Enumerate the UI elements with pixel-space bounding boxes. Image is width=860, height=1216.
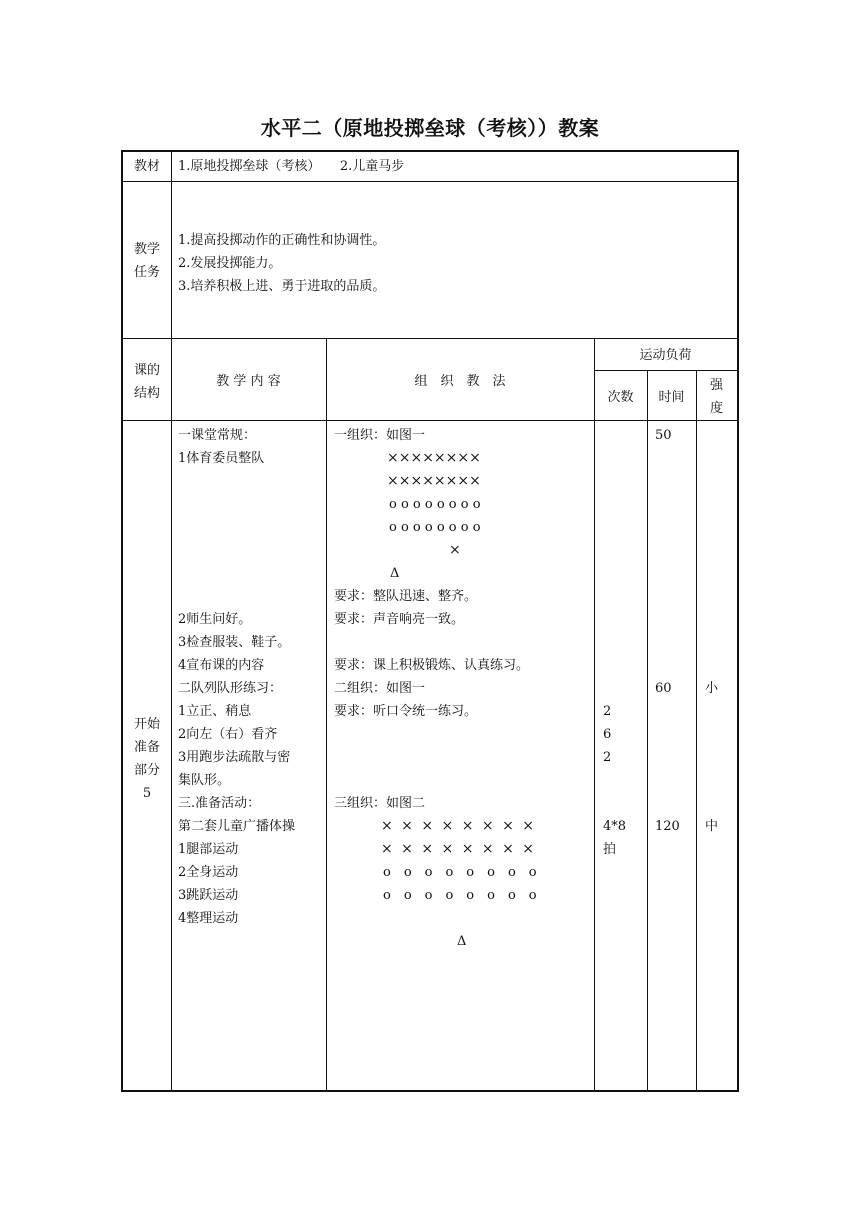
section-name [123,713,171,805]
task-list [178,229,385,298]
method-line [334,539,529,562]
column-divider [647,370,648,1090]
task-item: 2.发展投掷能力。 [178,256,282,271]
method-line: 一组织：如图一 [334,428,426,443]
section-name-line: 准备 [133,740,160,755]
method-line [334,746,529,769]
row-divider [123,420,737,421]
content-line [178,516,295,539]
material-label: 教材 [133,159,160,174]
duration-value: 50 [655,428,672,443]
load-header: 运动负荷 [639,348,692,363]
times-value: 2 [603,704,612,719]
content-line: 三.准备活动： [178,796,261,811]
method-line: 二组织：如图一 [334,681,426,696]
times-value: 6 [603,727,612,742]
column-divider [326,338,327,1090]
content-line: 4整理运动 [178,911,239,926]
formation-1-teacher: Δ [390,566,400,581]
content-line [178,539,295,562]
formation-1-row: o o o o o o o o [389,520,481,535]
formation-1-row: ×××××××× [387,473,481,489]
duration-value: 60 [655,681,672,696]
row-divider [123,181,737,182]
task-item: 3.培养积极上进、勇于进取的品质。 [178,279,386,294]
content-line: 2向左（右）看齐 [178,727,278,742]
section-name-line: 开始 [133,717,160,732]
content-line: 1立正、稍息 [178,704,252,719]
method-line [334,769,529,792]
content-line [178,493,295,516]
intensity-value: 中 [705,819,719,834]
lesson-plan-table [121,150,739,1092]
method-line: 要求：课上积极锻炼、认真练习。 [334,658,530,673]
material-content: 1.原地投掷垒球（考核） 2.儿童马步 [178,159,405,174]
content-line: 1腿部运动 [178,842,239,857]
content-lines [178,424,295,930]
content-line: 1体育委员整队 [178,451,265,466]
structure-header-line2: 结构 [133,386,160,401]
formation-2-row: × × × × × × × × [381,841,534,857]
section-name-line: 部分 [133,763,160,778]
task-label-line1: 教学 [133,242,160,257]
column-divider [171,152,172,1090]
row-divider [594,370,737,371]
method-header: 组 织 教 法 [414,374,506,389]
times-value: 2 [603,750,612,765]
method-line: 要求：整队迅速、整齐。 [334,589,478,604]
duration-header: 时间 [658,390,685,405]
formation-2-row: o o o o o o o o [383,865,537,880]
content-header: 教 学 内 容 [216,374,281,389]
formation-1-leader: × [449,542,461,558]
formation-2-row: o o o o o o o o [383,888,537,903]
times-header: 次数 [607,390,634,405]
content-line: 2全身运动 [178,865,239,880]
structure-header-line1: 课的 [133,363,160,378]
duration-value: 120 [655,819,680,834]
formation-1-row: o o o o o o o o [389,497,481,512]
intensity-header-line1: 强 [709,378,723,393]
content-line: 3用跑步法疏散与密 [178,750,291,765]
content-line [178,470,295,493]
formation-1-row: ×××××××× [387,450,481,466]
formation-2-teacher: Δ [457,934,467,949]
content-line [178,562,295,585]
task-item: 1.提高投掷动作的正确性和协调性。 [178,233,386,248]
row-divider [123,338,737,339]
content-line: 第二套儿童广播体操 [178,819,296,834]
content-line: 3检查服装、鞋子。 [178,635,291,650]
column-divider [696,370,697,1090]
method-line [334,723,529,746]
method-line [334,562,529,585]
column-divider [594,338,595,1090]
content-line: 2师生问好。 [178,612,252,627]
task-label-line2: 任务 [133,265,160,280]
page-title: 水平二（原地投掷垒球（考核））教案 [260,116,600,140]
times-value: 4*8 [603,819,627,834]
content-line: 4宣布课的内容 [178,658,265,673]
intensity-value: 小 [705,681,719,696]
section-name-line: 5 [142,786,152,801]
content-line: 二队列队形练习： [178,681,283,696]
formation-2-row: × × × × × × × × [381,818,534,834]
content-line [178,585,295,608]
times-value: 拍 [603,842,617,857]
method-line: 三组织：如图二 [334,796,426,811]
method-line [334,631,529,654]
method-line: 要求：听口令统一练习。 [334,704,478,719]
content-line: 一课堂常规： [178,428,257,443]
content-line: 3跳跃运动 [178,888,239,903]
method-line: 要求：声音响亮一致。 [334,612,465,627]
intensity-header-line2: 度 [709,401,723,416]
content-line: 集队形。 [178,773,231,788]
